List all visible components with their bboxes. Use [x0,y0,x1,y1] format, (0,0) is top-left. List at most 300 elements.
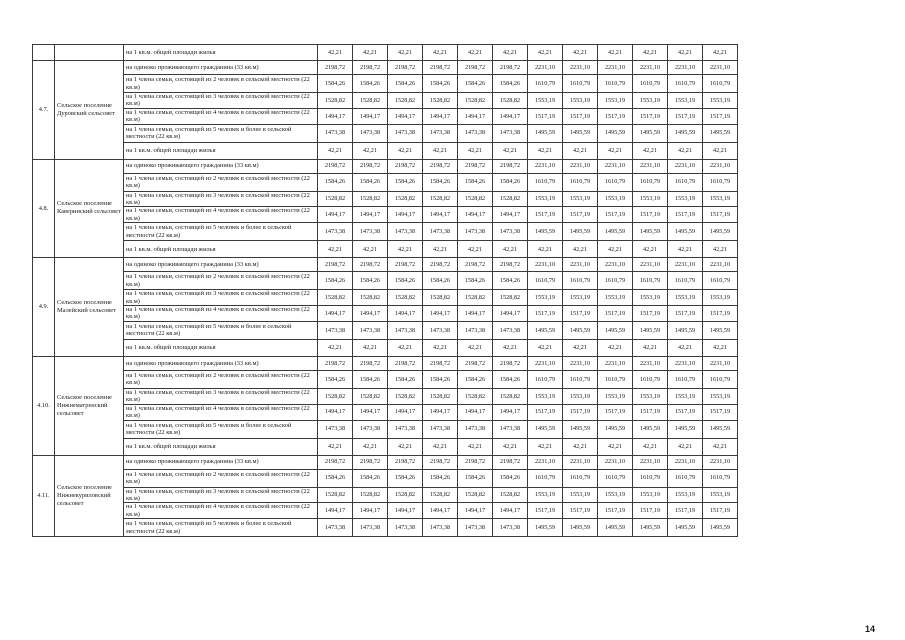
value-cell: 1473,38 [458,124,493,142]
value-cell: 1494,17 [388,108,423,124]
value-cell: 1473,38 [318,519,353,537]
value-cell: 1517,19 [598,108,633,124]
value-cell: 2198,72 [318,455,353,469]
value-cell: 2198,72 [318,258,353,272]
value-cell: 1553,19 [528,290,563,306]
row-description: на 1 члена семьи, состоящей из 4 человек в сельской местности (22 кв.м) [124,108,318,124]
value-cell: 1528,82 [318,191,353,207]
value-cell: 1473,38 [318,124,353,142]
value-cell: 1495,59 [563,321,598,339]
value-cell: 2231,10 [528,159,563,173]
value-cell: 2231,10 [703,356,738,370]
value-cell: 1610,79 [633,469,668,487]
value-cell: 1553,19 [668,191,703,207]
value-cell: 2231,10 [633,159,668,173]
value-cell: 2231,10 [528,455,563,469]
value-cell: 1473,38 [423,420,458,438]
table-row [33,223,738,241]
table-row [33,438,738,455]
value-cell: 1517,19 [633,207,668,223]
value-cell: 1584,26 [318,173,353,191]
value-cell: 2198,72 [353,356,388,370]
value-cell: 42,21 [633,142,668,159]
value-cell: 1473,38 [493,321,528,339]
value-cell: 2198,72 [493,159,528,173]
value-cell: 1584,26 [493,469,528,487]
table-row [33,241,738,258]
value-cell: 1495,59 [528,321,563,339]
row-description: на 1 члена семьи, состоящей из 3 человек в сельской местности (22 кв.м) [124,388,318,404]
table-row [33,173,738,191]
table-row [33,142,738,159]
value-cell: 42,21 [703,339,738,356]
value-cell: 1473,38 [458,223,493,241]
row-description: на 1 члена семьи, состоящей из 2 человек в сельской местности (22 кв.м) [124,75,318,93]
table-row [33,519,738,537]
tariff-table-container [32,44,738,537]
row-description: на одиноко проживающего гражданина (33 кв.м) [124,61,318,75]
value-cell: 2198,72 [458,258,493,272]
value-cell: 1473,38 [353,420,388,438]
row-description: на 1 кв.м. общей площади жилья [124,142,318,159]
value-cell: 1494,17 [388,207,423,223]
value-cell: 2198,72 [423,159,458,173]
value-cell: 1517,19 [703,404,738,420]
value-cell: 1473,38 [353,223,388,241]
settlement-name: Сельское поселение Малейский сельсовет [55,258,124,357]
value-cell: 1494,17 [458,306,493,322]
value-cell: 1584,26 [458,173,493,191]
value-cell: 42,21 [528,438,563,455]
tariff-table [32,44,738,537]
value-cell: 1528,82 [423,388,458,404]
row-description: на 1 члена семьи, состоящей из 5 человек и более в сельской местности (22 кв.м) [124,124,318,142]
value-cell: 42,21 [493,142,528,159]
table-row [33,388,738,404]
value-cell: 1495,59 [598,420,633,438]
value-cell: 1528,82 [388,487,423,503]
value-cell: 2198,72 [423,61,458,75]
value-cell: 1517,19 [633,404,668,420]
row-description: на 1 кв.м. общей площади жилья [124,241,318,258]
value-cell: 1517,19 [598,207,633,223]
value-cell: 2231,10 [703,159,738,173]
value-cell: 1517,19 [598,503,633,519]
value-cell: 42,21 [493,339,528,356]
value-cell: 1517,19 [668,404,703,420]
value-cell: 1517,19 [563,306,598,322]
value-cell: 1584,26 [388,469,423,487]
value-cell: 2198,72 [318,356,353,370]
value-cell: 1553,19 [668,290,703,306]
value-cell: 1495,59 [563,223,598,241]
value-cell: 1553,19 [598,487,633,503]
value-cell: 2231,10 [633,61,668,75]
value-cell: 1553,19 [563,388,598,404]
value-cell: 42,21 [318,241,353,258]
value-cell: 1528,82 [318,290,353,306]
table-row [33,272,738,290]
row-description: на 1 члена семьи, состоящей из 5 человек и более в сельской местности (22 кв.м) [124,223,318,241]
value-cell: 42,21 [563,438,598,455]
value-cell: 2198,72 [318,61,353,75]
value-cell: 42,21 [353,241,388,258]
value-cell: 42,21 [318,438,353,455]
value-cell: 1495,59 [703,519,738,537]
value-cell: 42,21 [423,241,458,258]
value-cell: 42,21 [598,142,633,159]
value-cell: 1610,79 [668,469,703,487]
value-cell: 1553,19 [633,93,668,109]
value-cell: 1495,59 [563,519,598,537]
value-cell: 1494,17 [318,207,353,223]
value-cell: 42,21 [668,142,703,159]
value-cell: 42,21 [598,241,633,258]
value-cell: 42,21 [598,339,633,356]
value-cell: 1528,82 [388,191,423,207]
value-cell: 1495,59 [528,223,563,241]
value-cell: 1517,19 [703,306,738,322]
table-row [33,339,738,356]
table-row [33,93,738,109]
value-cell: 2231,10 [633,258,668,272]
settlement-name: Сельское поселение Нижнематренский сельсовет [55,356,124,455]
value-cell: 1495,59 [703,124,738,142]
value-cell: 2231,10 [598,61,633,75]
value-cell: 1610,79 [703,173,738,191]
value-cell: 1528,82 [493,290,528,306]
value-cell: 1610,79 [703,75,738,93]
value-cell: 1494,17 [458,503,493,519]
value-cell: 1517,19 [668,503,703,519]
row-description: на 1 члена семьи, состоящей из 5 человек и более в сельской местности (22 кв.м) [124,519,318,537]
group-index: 4.8. [33,159,55,258]
value-cell: 1584,26 [493,75,528,93]
value-cell: 1528,82 [318,487,353,503]
value-cell: 1473,38 [318,321,353,339]
value-cell: 1584,26 [353,75,388,93]
value-cell: 2231,10 [668,356,703,370]
value-cell: 1584,26 [458,370,493,388]
value-cell: 1494,17 [318,108,353,124]
value-cell: 42,21 [633,339,668,356]
value-cell: 1494,17 [458,108,493,124]
row-description: на одиноко проживающего гражданина (33 кв.м) [124,258,318,272]
value-cell: 42,21 [353,45,388,61]
row-description: на 1 члена семьи, состоящей из 2 человек в сельской местности (22 кв.м) [124,370,318,388]
table-row [33,503,738,519]
row-description: на 1 члена семьи, состоящей из 4 человек в сельской местности (22 кв.м) [124,404,318,420]
value-cell: 42,21 [318,339,353,356]
value-cell: 1528,82 [353,93,388,109]
value-cell: 1553,19 [528,93,563,109]
value-cell: 1495,59 [703,420,738,438]
value-cell: 1584,26 [318,272,353,290]
row-description: на 1 члена семьи, состоящей из 2 человек в сельской местности (22 кв.м) [124,469,318,487]
value-cell: 1528,82 [423,93,458,109]
value-cell: 42,21 [703,45,738,61]
value-cell: 1495,59 [563,124,598,142]
value-cell: 1494,17 [353,404,388,420]
value-cell: 1517,19 [598,404,633,420]
value-cell: 1553,19 [563,487,598,503]
value-cell: 1517,19 [633,306,668,322]
table-row [33,455,738,469]
table-row [33,356,738,370]
value-cell: 42,21 [458,45,493,61]
value-cell: 1495,59 [633,420,668,438]
table-row [33,420,738,438]
value-cell: 1610,79 [598,272,633,290]
value-cell: 1517,19 [668,306,703,322]
value-cell: 1610,79 [563,469,598,487]
value-cell: 1553,19 [528,487,563,503]
value-cell: 1494,17 [458,404,493,420]
value-cell: 1494,17 [388,306,423,322]
value-cell: 1517,19 [528,503,563,519]
value-cell: 2198,72 [423,455,458,469]
value-cell: 42,21 [493,438,528,455]
value-cell: 1473,38 [353,321,388,339]
value-cell: 1473,38 [353,519,388,537]
value-cell: 42,21 [703,241,738,258]
value-cell: 1517,19 [528,207,563,223]
value-cell: 1473,38 [353,124,388,142]
table-row [33,159,738,173]
value-cell: 1494,17 [423,306,458,322]
value-cell: 1553,19 [668,487,703,503]
value-cell: 1584,26 [458,469,493,487]
value-cell: 42,21 [423,142,458,159]
value-cell: 1553,19 [563,93,598,109]
value-cell: 1553,19 [668,93,703,109]
value-cell: 42,21 [563,241,598,258]
value-cell: 1517,19 [528,404,563,420]
value-cell: 2231,10 [598,356,633,370]
value-cell: 1517,19 [528,108,563,124]
value-cell: 2231,10 [563,258,598,272]
row-description: на 1 кв.м. общей площади жилья [124,339,318,356]
value-cell: 1584,26 [388,272,423,290]
value-cell: 1610,79 [528,370,563,388]
value-cell: 42,21 [528,45,563,61]
row-description: на 1 кв.м. общей площади жилья [124,438,318,455]
value-cell: 1495,59 [598,223,633,241]
value-cell: 2231,10 [598,258,633,272]
value-cell: 2231,10 [598,159,633,173]
value-cell: 42,21 [458,339,493,356]
value-cell: 1494,17 [318,503,353,519]
settlement-name: Сельское поселение Нижнекуриловский сельсовет [55,455,124,537]
row-description: на одиноко проживающего гражданина (33 кв.м) [124,159,318,173]
value-cell: 2198,72 [458,61,493,75]
value-cell: 42,21 [598,45,633,61]
value-cell: 1553,19 [528,388,563,404]
value-cell: 1584,26 [423,173,458,191]
value-cell: 2231,10 [668,258,703,272]
value-cell: 1553,19 [563,290,598,306]
value-cell: 1528,82 [423,290,458,306]
settlement-cell [55,45,124,61]
value-cell: 1610,79 [598,469,633,487]
value-cell: 1473,38 [388,124,423,142]
value-cell: 42,21 [423,339,458,356]
value-cell: 1495,59 [598,124,633,142]
value-cell: 42,21 [388,339,423,356]
value-cell: 1610,79 [633,272,668,290]
group-index: 4.9. [33,258,55,357]
value-cell: 1473,38 [388,519,423,537]
value-cell: 2231,10 [598,455,633,469]
value-cell: 1494,17 [353,108,388,124]
value-cell: 1553,19 [703,290,738,306]
value-cell: 42,21 [668,241,703,258]
value-cell: 2198,72 [423,258,458,272]
value-cell: 1584,26 [388,75,423,93]
value-cell: 1553,19 [633,191,668,207]
value-cell: 1584,26 [353,173,388,191]
value-cell: 1494,17 [353,503,388,519]
value-cell: 1553,19 [633,290,668,306]
value-cell: 1494,17 [423,207,458,223]
value-cell: 1610,79 [598,173,633,191]
value-cell: 1473,38 [493,124,528,142]
value-cell: 2198,72 [353,455,388,469]
value-cell: 1610,79 [668,75,703,93]
value-cell: 1610,79 [633,173,668,191]
value-cell: 1517,19 [528,306,563,322]
value-cell: 2231,10 [633,356,668,370]
value-cell: 1610,79 [703,370,738,388]
index-cell [33,45,55,61]
value-cell: 1610,79 [598,75,633,93]
value-cell: 42,21 [318,142,353,159]
value-cell: 1528,82 [493,487,528,503]
value-cell: 42,21 [353,142,388,159]
value-cell: 2198,72 [388,61,423,75]
value-cell: 1528,82 [458,487,493,503]
value-cell: 1495,59 [528,420,563,438]
value-cell: 2231,10 [563,455,598,469]
value-cell: 1553,19 [703,93,738,109]
value-cell: 42,21 [703,142,738,159]
value-cell: 1517,19 [563,503,598,519]
group-index: 4.7. [33,61,55,160]
value-cell: 2198,72 [458,356,493,370]
row-description: на 1 члена семьи, состоящей из 3 человек в сельской местности (22 кв.м) [124,93,318,109]
value-cell: 1584,26 [423,469,458,487]
group-index: 4.11. [33,455,55,537]
value-cell: 1610,79 [528,173,563,191]
value-cell: 1517,19 [633,108,668,124]
table-row [33,290,738,306]
value-cell: 1584,26 [318,469,353,487]
value-cell: 2231,10 [563,61,598,75]
value-cell: 1494,17 [493,207,528,223]
row-description: на одиноко проживающего гражданина (33 кв.м) [124,356,318,370]
value-cell: 2198,72 [493,61,528,75]
value-cell: 1610,79 [633,75,668,93]
value-cell: 1495,59 [668,124,703,142]
value-cell: 1473,38 [423,519,458,537]
value-cell: 1494,17 [388,503,423,519]
value-cell: 1495,59 [668,223,703,241]
value-cell: 1584,26 [318,75,353,93]
value-cell: 42,21 [528,339,563,356]
row-description: на 1 члена семьи, состоящей из 3 человек в сельской местности (22 кв.м) [124,191,318,207]
value-cell: 2231,10 [668,61,703,75]
value-cell: 1494,17 [493,404,528,420]
value-cell: 1494,17 [493,503,528,519]
table-row [33,124,738,142]
value-cell: 42,21 [458,241,493,258]
value-cell: 1495,59 [598,321,633,339]
value-cell: 1528,82 [388,93,423,109]
value-cell: 1517,19 [703,503,738,519]
value-cell: 1610,79 [668,370,703,388]
value-cell: 1553,19 [598,93,633,109]
value-cell: 1584,26 [458,75,493,93]
value-cell: 1610,79 [598,370,633,388]
value-cell: 1517,19 [563,108,598,124]
value-cell: 1495,59 [633,321,668,339]
value-cell: 1473,38 [318,223,353,241]
value-cell: 2231,10 [703,61,738,75]
value-cell: 1553,19 [528,191,563,207]
value-cell: 1610,79 [668,173,703,191]
value-cell: 1494,17 [318,404,353,420]
value-cell: 1528,82 [493,191,528,207]
value-cell: 1473,38 [493,420,528,438]
value-cell: 2198,72 [493,455,528,469]
value-cell: 1495,59 [703,223,738,241]
value-cell: 2231,10 [668,159,703,173]
value-cell: 1517,19 [703,207,738,223]
value-cell: 1494,17 [493,108,528,124]
value-cell: 1610,79 [633,370,668,388]
value-cell: 1494,17 [388,404,423,420]
table-row [33,487,738,503]
value-cell: 1553,19 [633,487,668,503]
value-cell: 1528,82 [353,290,388,306]
row-description: на 1 члена семьи, состоящей из 4 человек в сельской местности (22 кв.м) [124,207,318,223]
value-cell: 1584,26 [318,370,353,388]
value-cell: 1473,38 [388,321,423,339]
value-cell: 1473,38 [458,321,493,339]
value-cell: 1473,38 [388,420,423,438]
table-row [33,306,738,322]
value-cell: 1584,26 [388,370,423,388]
value-cell: 42,21 [423,45,458,61]
value-cell: 1610,79 [703,469,738,487]
value-cell: 1584,26 [423,272,458,290]
value-cell: 1553,19 [703,388,738,404]
value-cell: 1528,82 [423,487,458,503]
row-description: на 1 члена семьи, состоящей из 2 человек в сельской местности (22 кв.м) [124,173,318,191]
value-cell: 1494,17 [458,207,493,223]
value-cell: 42,21 [703,438,738,455]
value-cell: 1494,17 [423,503,458,519]
value-cell: 42,21 [493,241,528,258]
value-cell: 1494,17 [353,207,388,223]
value-cell: 2198,72 [493,356,528,370]
table-row [33,258,738,272]
value-cell: 42,21 [668,339,703,356]
value-cell: 1517,19 [668,108,703,124]
value-cell: 1528,82 [493,93,528,109]
value-cell: 1610,79 [528,469,563,487]
value-cell: 1473,38 [493,519,528,537]
